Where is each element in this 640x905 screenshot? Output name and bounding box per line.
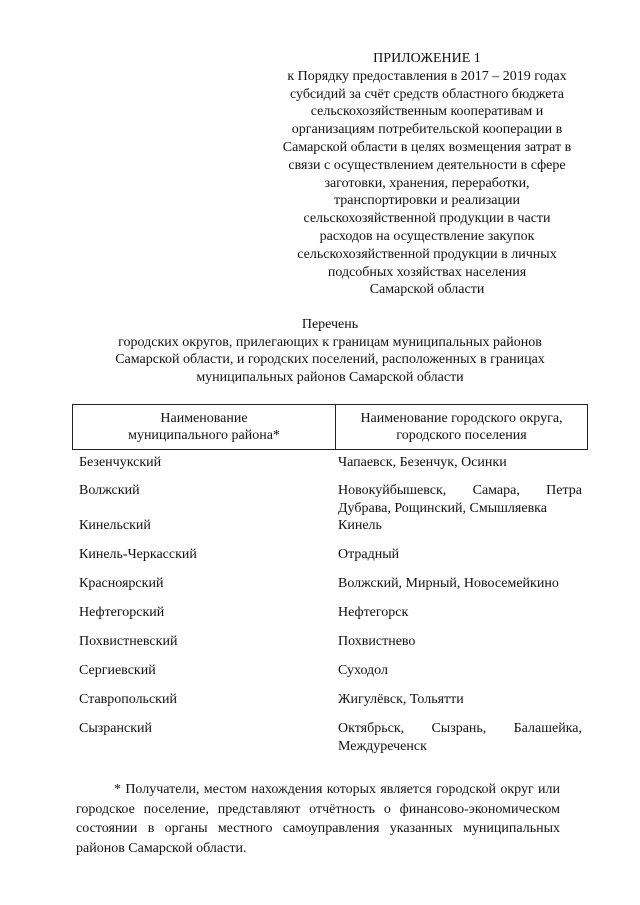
district-name: Сергиевский bbox=[79, 663, 156, 678]
appendix-line: связи с осуществлением деятельности в сфере bbox=[288, 157, 566, 173]
header-district bbox=[73, 405, 336, 449]
district-name: Нефтегорский bbox=[79, 605, 165, 620]
appendix-line: подсобных хозяйствах населения bbox=[327, 264, 527, 280]
district-name: Ставропольский bbox=[79, 692, 177, 707]
header-cities-line: городского поселения bbox=[396, 428, 527, 443]
appendix-line: сельскохозяйственной продукции в личных bbox=[297, 246, 557, 262]
appendix-line: заготовки, хранения, переработки, bbox=[324, 175, 530, 191]
appendix-block bbox=[262, 50, 592, 299]
city-list: Чапаевск, Безенчук, Осинки bbox=[338, 455, 507, 470]
city-list: Отрадный bbox=[338, 547, 400, 562]
district-name: Сызранский bbox=[79, 721, 152, 736]
city-list: Волжский, Мирный, Новосемейкино bbox=[338, 576, 559, 591]
city-list: Нефтегорск bbox=[338, 605, 409, 620]
city-list: Суходол bbox=[338, 663, 388, 678]
appendix-line: Самарской области в целях возмещения затрат в bbox=[282, 139, 572, 155]
districts-table bbox=[72, 404, 588, 754]
appendix-heading: ПРИЛОЖЕНИЕ 1 bbox=[373, 51, 481, 66]
header-cities-line: Наименование городского округа, bbox=[360, 411, 563, 426]
appendix-line: к Порядку предоставления в 2017 – 2019 годах bbox=[287, 68, 567, 84]
list-title-line: Самарской области, и городских поселений, расположенных в границах bbox=[115, 352, 545, 367]
appendix-line: транспортировки и реализации bbox=[334, 193, 520, 209]
list-title bbox=[60, 316, 600, 386]
appendix-line: сельскохозяйственной продукции в части bbox=[303, 211, 551, 227]
appendix-line: сельскохозяйственным кооперативам и bbox=[310, 104, 544, 120]
city-list: Похвистнево bbox=[338, 634, 416, 649]
list-title-heading: Перечень bbox=[301, 317, 359, 332]
city-list: Жигулёвск, Тольятти bbox=[338, 692, 464, 707]
header-district-line: муниципального района* bbox=[128, 428, 280, 443]
city-list: Октябрьск, Сызрань, Балашейка, Междуреченск bbox=[338, 721, 582, 754]
district-name: Похвистневский bbox=[79, 634, 178, 649]
header-district-line: Наименование bbox=[160, 411, 248, 426]
appendix-line: субсидий за счёт средств областного бюджета bbox=[289, 86, 565, 102]
district-name: Безенчукский bbox=[79, 455, 162, 470]
appendix-line: организациям потребительской кооперации в bbox=[291, 122, 563, 138]
table-header bbox=[72, 404, 588, 450]
footnote: * Получатели, местом нахождения которых является городской округ или городское поселение, представляют отчётность о финансово-экономическом состоянии в органы местного самоуправления указанных муниципальных районов Самарской области. bbox=[76, 782, 560, 856]
city-list: Кинель bbox=[338, 518, 382, 533]
list-title-line: городских округов, прилегающих к границам муниципальных районов bbox=[118, 334, 542, 350]
city-list: Новокуйбышевск, Самара, Петра Дубрава, Рощинский, Смышляевка bbox=[338, 483, 582, 516]
header-cities bbox=[336, 405, 587, 449]
appendix-line: расходов на осуществление закупок bbox=[319, 228, 535, 244]
appendix-line: Самарской области bbox=[369, 282, 485, 298]
district-name: Красноярский bbox=[79, 576, 164, 591]
district-name: Волжский bbox=[79, 483, 140, 498]
district-name: Кинель-Черкасский bbox=[79, 547, 197, 562]
list-title-line: муниципальных районов Самарской области bbox=[196, 369, 464, 385]
district-name: Кинельский bbox=[79, 518, 151, 533]
